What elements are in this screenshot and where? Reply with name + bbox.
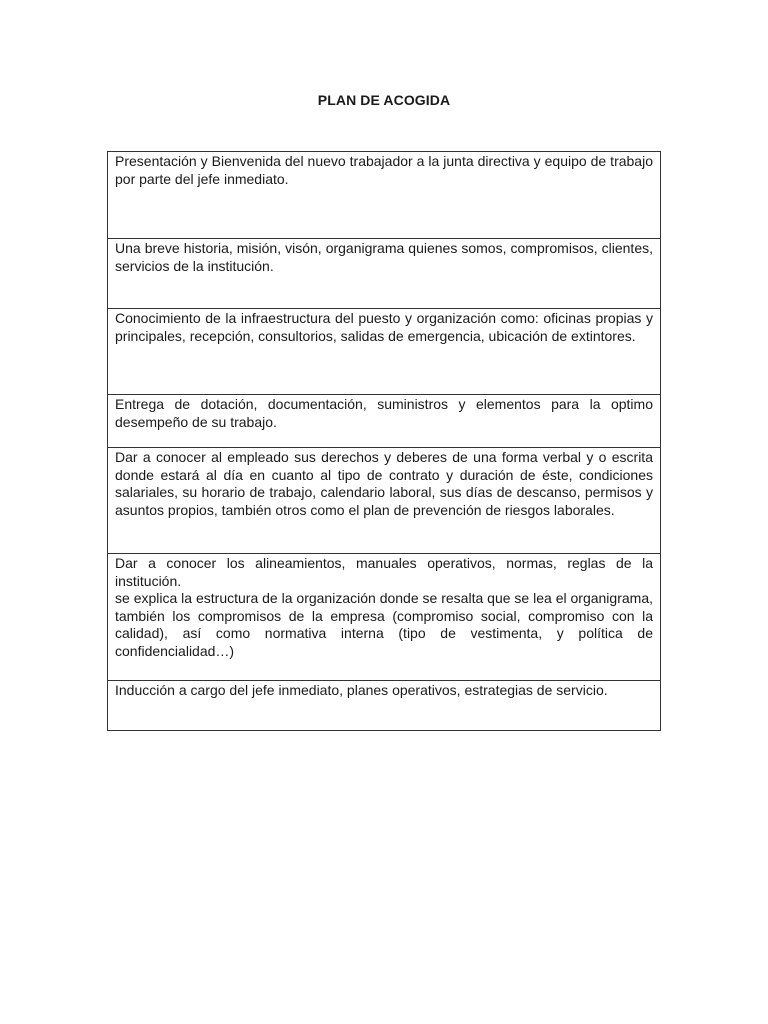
table-row: [108, 239, 661, 309]
table-cell: [108, 554, 661, 681]
table-row: [108, 152, 661, 239]
plan-table: [107, 151, 661, 731]
table-row: [108, 309, 661, 395]
table-cell: [108, 395, 661, 448]
cell-text: Dar a conocer al empleado sus derechos y deberes de una forma verbal y o escrita donde estará al día en cuanto al tipo de contrato y duración de éste, condiciones salariales, su horario de trabajo, calendario laboral, sus días de descanso, permisos y asuntos propios, también otros como el plan de prevención de riesgos laborales.: [115, 449, 653, 518]
table-cell: [108, 309, 661, 395]
cell-text: Entrega de dotación, documentación, suministros y elementos para la optimo desempeño de su trabajo.: [115, 396, 653, 430]
cell-text: Dar a conocer los alineamientos, manuales operativos, normas, reglas de la institución. se explica la estructura de la organización donde se resalta que se lea el organigrama, también los compromisos de la empresa (compromiso social, compromiso con la calidad), así como normativa interna (tipo de vestimenta, y política de confidencialidad…): [115, 555, 653, 659]
cell-text: Conocimiento de la infraestructura del puesto y organización como: oficinas propias y principales, recepción, consultorios, salidas de emergencia, ubicación de extintores.: [115, 310, 653, 344]
table-cell: [108, 152, 661, 239]
document-title: PLAN DE ACOGIDA: [317, 92, 451, 108]
table-cell: [108, 681, 661, 731]
table-cell: [108, 239, 661, 309]
table-cell: [108, 448, 661, 554]
cell-text: Una breve historia, misión, visón, organigrama quienes somos, compromisos, clientes, servicios de la institución.: [115, 240, 653, 274]
table-row: [108, 554, 661, 681]
table-row: [108, 681, 661, 731]
cell-text: Inducción a cargo del jefe inmediato, planes operativos, estrategias de servicio.: [115, 682, 608, 698]
table-row: [108, 395, 661, 448]
cell-text: Presentación y Bienvenida del nuevo trabajador a la junta directiva y equipo de trabajo por parte del jefe inmediato.: [115, 153, 653, 187]
table-row: [108, 448, 661, 554]
